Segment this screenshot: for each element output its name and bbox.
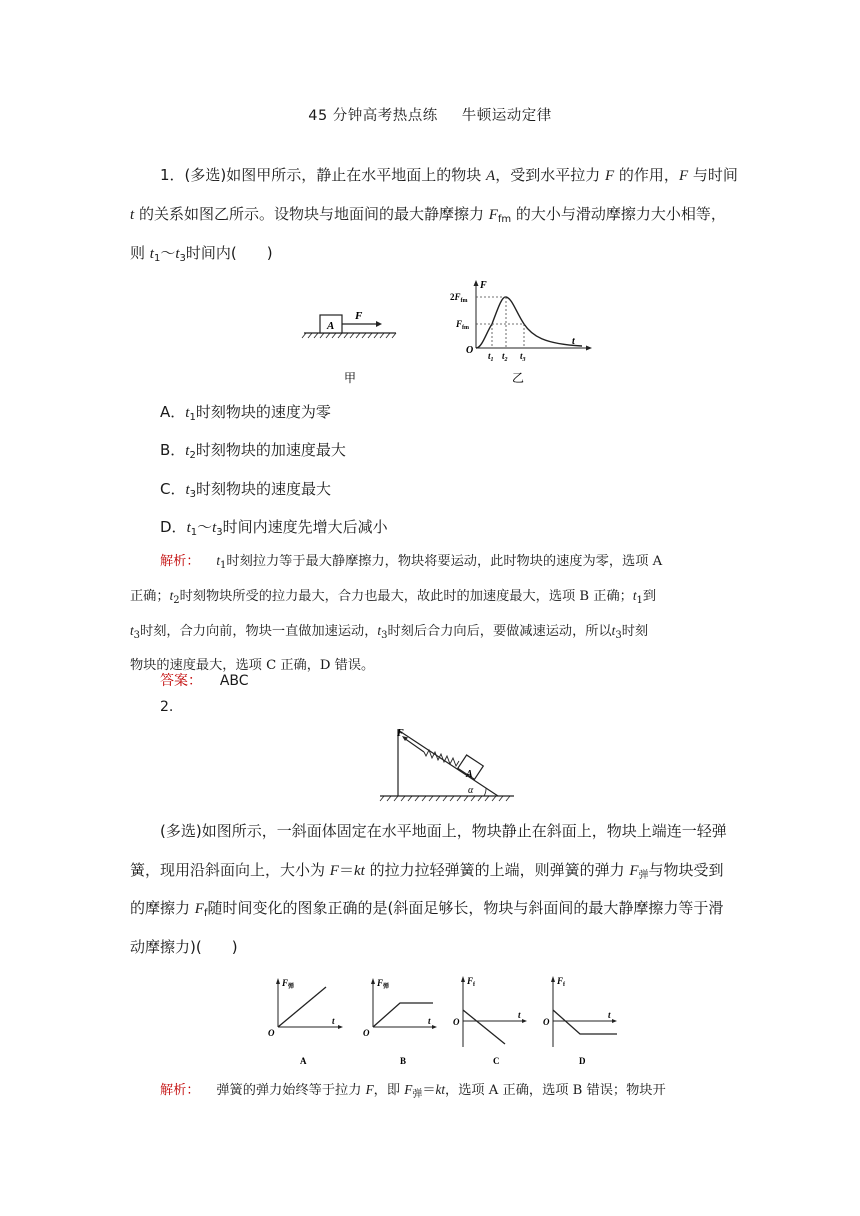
graph-c-letter: C	[493, 1056, 500, 1066]
graph-a-origin: O	[268, 1028, 275, 1038]
graph-a	[268, 978, 343, 1066]
q1-stem-line-3: 则 $t_1\sim t_3$时间内( )	[130, 244, 273, 264]
q1-expl-line-1: 解析： $t_1$时刻拉力等于最大静摩擦力，物块将要运动，此时物块的速度为零，选项 A	[160, 553, 663, 571]
q1-stem-line-2: t 的关系如图乙所示。设物块与地面间的最大静摩擦力 $F_{fm}$ 的大小与滑动摩擦力大小相等，	[130, 205, 726, 225]
graph-d	[543, 976, 617, 1066]
q1-expl-line-2: 正确；$t_2$时刻物块所受的拉力最大，合力也最大，故此时的加速度最大，选项 B 正确；$t_1$到	[130, 588, 657, 606]
q2-incline-figure	[374, 716, 524, 804]
graph-b-ylabel: $F_弹$	[377, 978, 390, 990]
q2-stem-line-2: 簧，现用沿斜面向上，大小为 F＝kt 的拉力拉轻弹簧的上端，则弹簧的弹力 $F_弹$与物块受到	[130, 861, 724, 881]
graph-b-line	[373, 1003, 433, 1027]
graph-a-line	[278, 987, 326, 1027]
graph-y-label: F	[480, 280, 487, 291]
incline	[398, 730, 498, 796]
graph-c-xlabel: t	[518, 1010, 521, 1020]
ground-hatch	[302, 333, 396, 338]
tick-t2: $t_2$	[502, 351, 508, 363]
graph-origin: O	[466, 345, 474, 356]
graph-b	[363, 978, 437, 1066]
q1-stem-line-1: 1．(多选)如图甲所示，静止在水平地面上的物块 A，受到水平拉力 F 的作用，F 与时间	[160, 166, 738, 184]
caption-yi: 乙	[512, 371, 525, 385]
q1-expl-line-3: $t_3$时刻，合力向前，物块一直做加速运动，$t_3$时刻后合力向后，要做减速运动，所以$t_3$时刻	[130, 623, 649, 641]
graph-x-label: t	[572, 336, 575, 347]
q1-answer-value: ABC	[219, 673, 249, 689]
ground-hatch-2	[380, 796, 510, 801]
q1-figure-jia	[296, 300, 406, 390]
graph-b-letter: B	[400, 1056, 407, 1066]
q2-explanation	[130, 1075, 730, 1110]
block-label: A	[327, 320, 335, 332]
incline-block-label: A	[466, 769, 473, 780]
q1-option-d: D．$t_1\sim t_3$时间内速度先增大后减小	[160, 518, 388, 538]
q1-option-a: A．$t_1$时刻物块的速度为零	[160, 403, 331, 423]
title-topic: 牛顿运动定律	[461, 108, 552, 124]
graph-d-ylabel: $F_f$	[557, 976, 566, 988]
graph-b-origin: O	[363, 1028, 370, 1038]
tick-2ffm: $2F_{fm}$	[450, 292, 468, 304]
graph-d-letter: D	[579, 1056, 586, 1066]
q2-stem-line-1: (多选)如图所示，一斜面体固定在水平地面上，物块静止在斜面上，物块上端连一轻弹	[160, 822, 727, 840]
graph-a-letter: A	[300, 1056, 307, 1066]
graph-c-ylabel: $F_f$	[467, 976, 476, 988]
graph-a-ylabel: $F_弹$	[282, 978, 295, 990]
tick-ffm: $F_{fm}$	[456, 319, 470, 331]
q2-option-graphs	[260, 972, 630, 1070]
caption-jia: 甲	[344, 371, 357, 385]
q1-answer: 答案： ABC	[160, 673, 249, 689]
graph-c-origin: O	[453, 1017, 460, 1027]
graph-d-xlabel: t	[608, 1010, 611, 1020]
q1-option-c: C．$t_3$时刻物块的速度最大	[160, 480, 332, 500]
q2-expl-line-1: 解析： 弹簧的弹力始终等于拉力 F，即 $F_弹=kt$，选项 A 正确，选项 B 错误；物块开	[160, 1082, 666, 1100]
graph-b-xlabel: t	[428, 1016, 431, 1026]
q1-explanation	[130, 546, 730, 681]
graph-a-xlabel: t	[332, 1016, 335, 1026]
graph-c-line	[463, 1010, 505, 1044]
q2-stem-line-4: 动摩擦力)( )	[130, 938, 238, 956]
incline-force-label: F	[397, 728, 404, 739]
title-main: 45 分钟高考热点练	[308, 108, 438, 124]
tick-t1: $t_1$	[488, 351, 494, 363]
q1-figure-yi	[444, 278, 594, 388]
page-title	[0, 104, 860, 125]
q2-stem-line-3: 的摩擦力 $F_f$随时间变化的图象正确的是(斜面足够长，物块与斜面间的最大静摩擦力等于滑	[130, 899, 724, 919]
graph-d-origin: O	[543, 1017, 550, 1027]
incline-angle-label: α	[468, 785, 474, 796]
q1-option-b: B．$t_2$时刻物块的加速度最大	[160, 441, 346, 461]
force-label: F	[355, 310, 363, 322]
q1-expl-line-4: 物块的速度最大，选项 C 正确，D 错误。	[130, 658, 375, 673]
q2-number: 2.	[160, 699, 174, 715]
tick-t3: $t_3$	[520, 351, 526, 363]
graph-c	[453, 976, 527, 1066]
